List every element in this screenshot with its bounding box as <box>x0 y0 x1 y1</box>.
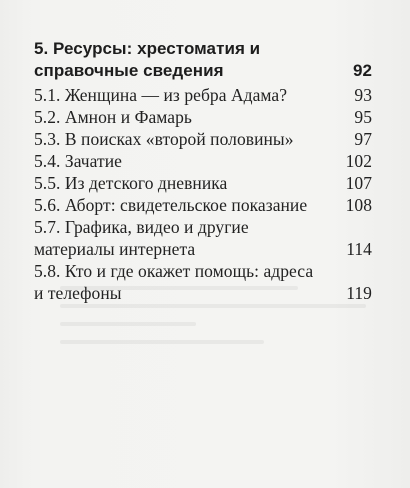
toc-item-title: 5.2. Амнон и Фамарь <box>34 107 192 127</box>
toc-item-title: 5.5. Из детского дневника <box>34 173 228 193</box>
toc-item-title: 5.6. Аборт: свидетельское показание <box>34 195 308 215</box>
toc-item-page: 93 <box>354 85 372 105</box>
toc-item-page: 102 <box>345 151 372 171</box>
toc-item-page: 108 <box>345 195 372 215</box>
toc-item-title: 5.3. В поисках «второй половины» <box>34 129 294 149</box>
toc-item <box>34 128 372 150</box>
toc-item <box>34 216 372 260</box>
toc-item-page: 95 <box>354 107 372 127</box>
toc-item <box>34 260 372 304</box>
toc-item-page: 97 <box>354 129 372 149</box>
toc-section-page: 92 <box>352 61 372 80</box>
toc-item-title: 5.7. Графика, видео и другие материалы интернета <box>34 217 249 259</box>
toc-item <box>34 194 372 216</box>
toc-section-title: 5. Ресурсы: хрестоматия и справочные сведения <box>34 39 261 80</box>
toc-item-page: 114 <box>346 239 372 259</box>
toc-item <box>34 84 372 106</box>
table-of-contents <box>34 38 372 304</box>
toc-section-heading <box>34 38 372 82</box>
toc-item <box>34 150 372 172</box>
toc-item-title: 5.1. Женщина — из ребра Адама? <box>34 85 288 105</box>
toc-item-page: 119 <box>346 283 372 303</box>
toc-item-page: 107 <box>345 173 372 193</box>
toc-item-title: 5.4. Зачатие <box>34 151 122 171</box>
toc-item <box>34 172 372 194</box>
toc-item-title: 5.8. Кто и где окажет помощь: адреса и телефоны <box>34 261 314 303</box>
toc-item <box>34 106 372 128</box>
